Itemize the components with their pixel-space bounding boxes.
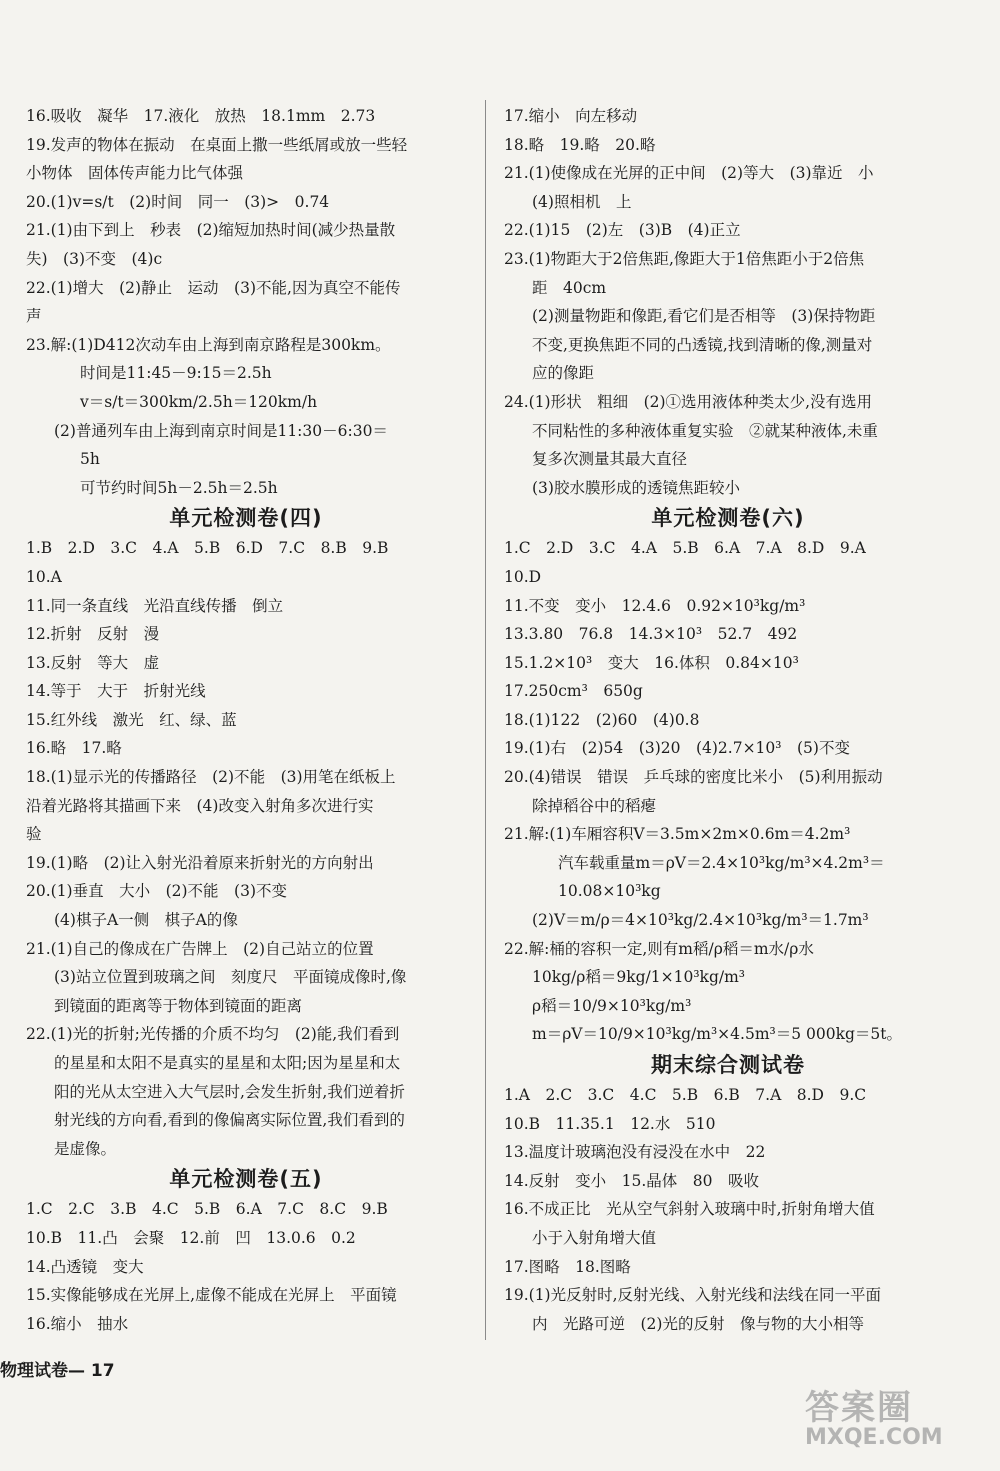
answer-line: 14.凸透镜 变大 <box>26 1257 144 1276</box>
watermark <box>805 1380 995 1460</box>
answer-line: ρ稻＝10/9×10³kg/m³ <box>532 996 692 1015</box>
answer-line: 验 <box>26 825 42 844</box>
answer-line: 12.折射 反射 漫 <box>26 625 160 644</box>
answer-line: (2)测量物距和像距,看它们是否相等 (3)保持物距 <box>532 307 876 326</box>
answer-line: 小物体 固体传声能力比气体强 <box>26 164 244 183</box>
answer-line: 5h <box>80 450 100 469</box>
answer-line: 16.略 17.略 <box>26 739 122 758</box>
answer-line: 14.反射 变小 15.晶体 80 吸收 <box>504 1171 760 1190</box>
answer-line: 失) (3)不变 (4)c <box>26 249 163 268</box>
column-divider <box>485 100 486 1340</box>
watermark-url: MXQE.COM <box>805 1425 943 1450</box>
answer-line: 17.250cm³ 650g <box>504 682 643 701</box>
answer-line: 距 40cm <box>532 278 607 297</box>
answer-line: 19.发声的物体在振动 在桌面上撒一些纸屑或放一些轻 <box>26 135 408 154</box>
answer-line: (4)棋子A一侧 棋子A的像 <box>54 911 238 930</box>
answer-line: 18.(1)122 (2)60 (4)0.8 <box>504 710 700 729</box>
answer-line: 19.(1)略 (2)让入射光沿着原来折射光的方向射出 <box>26 853 374 872</box>
answer-line: 复多次测量其最大直径 <box>532 450 688 469</box>
answer-line: 13.温度计玻璃泡没有浸没在水中 22 <box>504 1143 766 1162</box>
answer-line: 除掉稻谷中的稻瘪 <box>532 796 657 815</box>
answer-line: 18.(1)显示光的传播路径 (2)不能 (3)用笔在纸板上 <box>26 768 396 787</box>
answer-line: 的星星和太阳不是真实的星星和太阳;因为星星和太 <box>54 1054 401 1072</box>
answer-line: 阳的光从太空进入大气层时,会发生折射,我们逆着折 <box>54 1082 405 1101</box>
watermark-logo: 答案圈 <box>805 1388 913 1428</box>
answer-line: 11.同一条直线 光沿直线传播 倒立 <box>26 596 284 615</box>
answer-line: 11.不变 变小 12.4.6 0.92×10³kg/m³ <box>504 596 806 615</box>
answer-line: 时间是11:45－9:15＝2.5h <box>80 364 272 383</box>
answer-line: 15.1.2×10³ 变大 16.体积 0.84×10³ <box>504 653 799 672</box>
answer-line: 23.解:(1)D412次动车由上海到南京路程是300km。 <box>26 335 391 354</box>
answer-line: 小于入射角增大值 <box>532 1228 657 1247</box>
section-heading: 单元检测卷(六) <box>651 506 805 531</box>
right-column <box>504 102 952 1338</box>
answer-line: 10kg/ρ稻＝9kg/1×10³kg/m³ <box>532 968 746 987</box>
answer-line: v＝s/t＝300km/2.5h＝120km/h <box>80 392 318 411</box>
answer-line: 22.解:桶的容积一定,则有m稻/ρ稻＝m水/ρ水 <box>504 939 814 958</box>
answer-line: 17.图略 18.图略 <box>504 1257 631 1276</box>
answer-line: 10.A <box>26 567 62 586</box>
answer-line: 21.(1)自己的像成在广告牌上 (2)自己站立的位置 <box>26 939 374 958</box>
answer-line: 10.B 11.凸 会聚 12.前 凹 13.0.6 0.2 <box>26 1228 356 1247</box>
answer-line: 是虚像。 <box>54 1139 117 1158</box>
answer-line: 到镜面的距离等于物体到镜面的距离 <box>54 996 303 1015</box>
answer-line: 1.A 2.C 3.C 4.C 5.B 6.B 7.A 8.D 9.C <box>504 1086 867 1104</box>
answer-line: 13.反射 等大 虚 <box>26 653 160 672</box>
answer-line: 21.(1)由下到上 秒表 (2)缩短加热时间(减少热量散 <box>26 221 396 240</box>
answer-line: 17.缩小 向左移动 <box>504 107 638 125</box>
answer-line: 10.08×10³kg <box>558 882 661 901</box>
answer-line: 1.C 2.D 3.C 4.A 5.B 6.A 7.A 8.D 9.A <box>504 539 866 558</box>
answer-line: 可节约时间5h－2.5h＝2.5h <box>80 478 278 497</box>
answer-line: (3)胶水膜形成的透镜焦距较小 <box>532 478 740 497</box>
answer-line: 24.(1)形状 粗细 (2)①选用液体种类太少,没有选用 <box>504 392 872 411</box>
answer-line: 21.解:(1)车厢容积V＝3.5m×2m×0.6m＝4.2m³ <box>504 825 851 844</box>
answer-line: 声 <box>26 307 42 326</box>
answer-line: 20.(1)垂直 大小 (2)不能 (3)不变 <box>26 882 288 901</box>
answer-line: 沿着光路将其描画下来 (4)改变入射角多次进行实 <box>26 796 374 815</box>
section-heading: 单元检测卷(五) <box>169 1167 323 1192</box>
answer-line: 射光线的方向看,看到的像偏离实际位置,我们看到的 <box>54 1111 405 1130</box>
answer-line: 19.(1)光反射时,反射光线、入射光线和法线在同一平面 <box>504 1286 882 1305</box>
answer-line: (4)照相机 上 <box>532 192 632 211</box>
answer-line: (2)普通列车由上海到南京时间是11:30－6:30＝ <box>54 421 388 440</box>
answer-line: 16.不成正比 光从空气斜射入玻璃中时,折射角增大值 <box>504 1200 875 1219</box>
answer-line: 22.(1)15 (2)左 (3)B (4)正立 <box>504 221 741 240</box>
answer-line: 应的像距 <box>532 364 595 383</box>
answer-line: 23.(1)物距大于2倍焦距,像距大于1倍焦距小于2倍焦 <box>504 249 865 268</box>
answer-line: 20.(1)v=s/t (2)时间 同一 (3)> 0.74 <box>26 192 330 211</box>
answer-line: 不变,更换焦距不同的凸透镜,找到清晰的像,测量对 <box>532 335 873 354</box>
answer-line: 21.(1)使像成在光屏的正中间 (2)等大 (3)靠近 小 <box>504 164 874 183</box>
answer-line: m＝ρV＝10/9×10³kg/m³×4.5m³＝5 000kg＝5t。 <box>532 1025 903 1044</box>
answer-line: 16.吸收 凝华 17.液化 放热 18.1mm 2.73 <box>26 107 376 125</box>
answer-line: 14.等于 大于 折射光线 <box>26 682 206 701</box>
answer-line: 19.(1)右 (2)54 (3)20 (4)2.7×10³ (5)不变 <box>504 739 850 758</box>
answer-line: 20.(4)错误 错误 乒乓球的密度比米小 (5)利用振动 <box>504 768 883 787</box>
answer-line: 汽车载重量m＝ρV＝2.4×10³kg/m³×4.2m³＝ <box>558 853 885 872</box>
answer-line: 10.B 11.35.1 12.水 510 <box>504 1114 716 1133</box>
answer-line: 不同粘性的多种液体重复实验 ②就某种液体,未重 <box>532 421 878 440</box>
answer-line: 内 光路可逆 (2)光的反射 像与物的大小相等 <box>532 1314 864 1333</box>
page-footer: 物理试卷— 17 <box>0 1361 115 1381</box>
answer-line: 16.缩小 抽水 <box>26 1314 129 1333</box>
answer-line: 18.略 19.略 20.略 <box>504 135 656 154</box>
answer-line: 1.B 2.D 3.C 4.A 5.B 6.D 7.C 8.B 9.B <box>26 539 389 558</box>
answer-line: (2)V＝m/ρ＝4×10³kg/2.4×10³kg/m³＝1.7m³ <box>532 911 869 930</box>
section-heading: 单元检测卷(四) <box>169 506 323 531</box>
answer-line: 15.实像能够成在光屏上,虚像不能成在光屏上 平面镜 <box>26 1286 397 1305</box>
answer-line: 10.D <box>504 567 542 586</box>
answer-line: (3)站立位置到玻璃之间 刻度尺 平面镜成像时,像 <box>54 968 407 987</box>
left-column <box>26 102 466 1338</box>
answer-line: 22.(1)光的折射;光传播的介质不均匀 (2)能,我们看到 <box>26 1025 400 1044</box>
section-heading: 期末综合测试卷 <box>651 1053 805 1077</box>
answer-line: 22.(1)增大 (2)静止 运动 (3)不能,因为真空不能传 <box>26 278 401 297</box>
answer-line: 13.3.80 76.8 14.3×10³ 52.7 492 <box>504 625 798 644</box>
answer-line: 1.C 2.C 3.B 4.C 5.B 6.A 7.C 8.C 9.B <box>26 1200 388 1219</box>
answer-line: 15.红外线 激光 红、绿、蓝 <box>26 710 237 729</box>
